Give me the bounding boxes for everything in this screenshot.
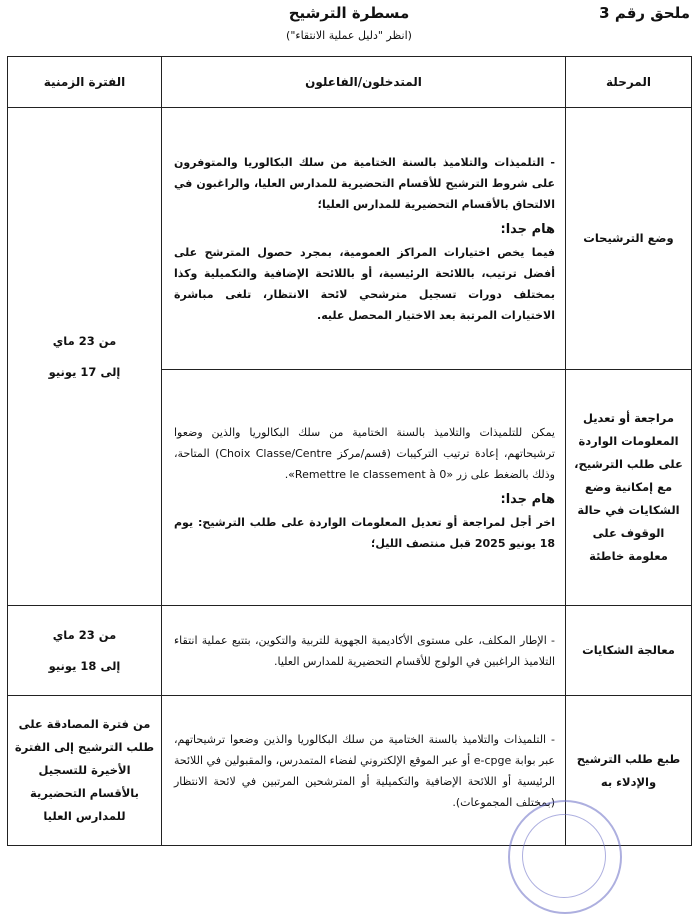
actors-cell xyxy=(162,108,566,370)
important-label: هام جدا: xyxy=(500,491,555,507)
important-note: اخر أجل لمراجعة أو تعديل المعلومات الواردة على طلب الترشيح: يوم 18 يونيو 2025 قبل منتصف الليل؛ xyxy=(174,515,555,550)
actors-text: - التلميذات والتلاميذ بالسنة الختامية من سلك البكالوريا والمتوفرون على شروط الترشيح للأقسام التحضيرية للمدارس العليا، والراغبون في الالتحاق بالأقسام التحضيرية للمدارس العليا؛ xyxy=(174,155,555,211)
actors-cell xyxy=(162,606,566,696)
annex-number: ملحق رقم 3 xyxy=(599,4,690,22)
actors-text: - التلميذات والتلاميذ بالسنة الختامية من سلك البكالوريا والذين وضعوا ترشيحاتهم، عبر بوابة e-cpge أو عبر الموقع الإلكتروني لفضاء المتمدرس، والمقبولين في اللائحة الرئيسية أو اللائحة الإضافية والتكميلية أو المترشحين المرتبين في لائحة الانتظار (بمختلف المجموعات). xyxy=(174,732,555,809)
period-end: إلى 18 يونيو xyxy=(48,658,121,673)
official-stamp xyxy=(508,800,622,914)
period-end: إلى 17 يونيو xyxy=(48,364,121,379)
stamp-inner-ring xyxy=(522,814,606,898)
column-header-period: الفترة الزمنية xyxy=(8,57,162,108)
period-start: من 23 ماي xyxy=(52,627,117,642)
column-header-actors: المتدخلون/الفاعلون xyxy=(162,57,566,108)
stage-cell: وضع الترشيحات xyxy=(566,108,692,370)
stage-cell: مراجعة أو تعديل المعلومات الواردة على طلب الترشيح، مع إمكانية وضع الشكايات في حالة الوقوف على معلومة خاطئة xyxy=(566,370,692,606)
table-row xyxy=(8,606,692,696)
column-header-stage: المرحلة xyxy=(566,57,692,108)
actors-text: يمكن للتلميذات والتلاميذ بالسنة الختامية من سلك البكالوريا والذين وضعوا ترشيحاتهم، إعادة ترتيب التركيبات (قسم/مركز Choix Classe/Centre) المتاحة، وذلك بالضغط على زر «Remettre le classement à 0». xyxy=(174,425,555,481)
table-header-row xyxy=(8,57,692,108)
important-label: هام جدا: xyxy=(500,221,555,237)
period-cell xyxy=(8,606,162,696)
procedure-table xyxy=(7,56,692,846)
actors-text: - الإطار المكلف، على مستوى الأكاديمية الجهوية للتربية والتكوين، بتتبع عملية انتقاء التلاميذ الراغبين في الولوج للأقسام التحضيرية للمدارس العليا. xyxy=(174,633,555,668)
page-title: مسطرة الترشيح xyxy=(288,4,410,22)
actors-cell xyxy=(162,370,566,606)
important-note: فيما يخص اختيارات المراكز العمومية، بمجرد حصول المترشح على أفضل ترتيب، باللائحة الرئيسية، أو باللائحة الإضافية والتكميلية وكذا بمختلف دورات تسجيل مترشحي لائحة الانتظار، تلغى مباشرة الاختيارات المرتبة بعد الاختيار المحصل عليه. xyxy=(174,245,555,322)
period-cell xyxy=(8,108,162,606)
stage-cell: معالجة الشكايات xyxy=(566,606,692,696)
table-row xyxy=(8,108,692,370)
page-subtitle: (انظر "دليل عملية الانتقاء") xyxy=(286,29,412,42)
period-cell: من فترة المصادقة على طلب الترشيح إلى الفترة الأخيرة للتسجيل بالأقسام التحضيرية للمدارس العليا xyxy=(8,696,162,846)
actors-cell xyxy=(162,696,566,846)
stage-cell: طبع طلب الترشيح والإدلاء به xyxy=(566,696,692,846)
period-start: من 23 ماي xyxy=(52,333,117,348)
